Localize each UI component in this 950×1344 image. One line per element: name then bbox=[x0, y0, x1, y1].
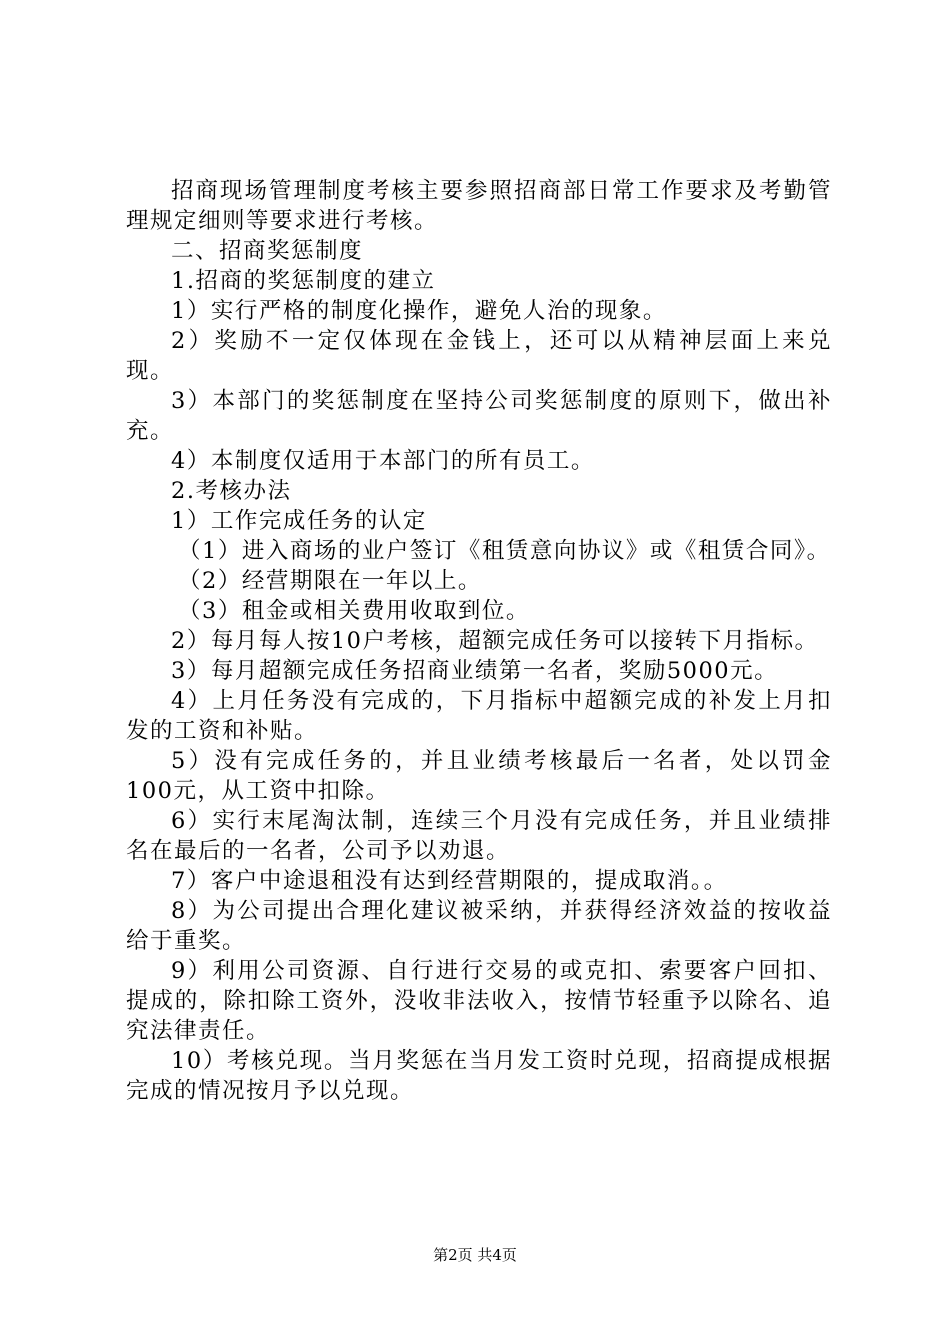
list-item: 4）本制度仅适用于本部门的所有员工。 bbox=[171, 448, 595, 474]
sub-list-item: （3）租金或相关费用收取到位。 bbox=[178, 598, 530, 624]
list-item: 5）没有完成任务的，并且业绩考核最后一名者，处以罚金100元，从工资中扣除。 bbox=[126, 748, 832, 804]
list-item: 7）客户中途退租没有达到经营期限的，提成取消。。 bbox=[171, 868, 728, 894]
list-item: 9）利用公司资源、自行进行交易的或克扣、索要客户回扣、提成的，除扣除工资外，没收非法收入，按情节轻重予以除名、追究法律责任。 bbox=[126, 958, 832, 1044]
subsection-heading-establishment: 1.招商的奖惩制度的建立 bbox=[171, 268, 436, 294]
list-item: 2）每月每人按10户考核，超额完成任务可以接转下月指标。 bbox=[171, 628, 819, 654]
list-item: 3）本部门的奖惩制度在坚持公司奖惩制度的原则下，做出补充。 bbox=[126, 388, 832, 444]
list-item: 6）实行末尾淘汰制，连续三个月没有完成任务，并且业绩排名在最后的一名者，公司予以劝退。 bbox=[126, 808, 832, 864]
list-item: 10）考核兑现。当月奖惩在当月发工资时兑现，招商提成根据完成的情况按月予以兑现。 bbox=[126, 1048, 832, 1104]
section-heading-rewards: 二、招商奖惩制度 bbox=[171, 238, 364, 264]
list-item: 1）工作完成任务的认定 bbox=[171, 508, 427, 534]
document-body bbox=[126, 176, 832, 1106]
list-item: 1）实行严格的制度化操作，避免人治的现象。 bbox=[171, 298, 667, 324]
page-number-footer: 第2页 共4页 bbox=[433, 1246, 517, 1264]
list-item: 8）为公司提出合理化建议被采纳，并获得经济效益的按收益给于重奖。 bbox=[126, 898, 832, 954]
sub-list-item: （1）进入商场的业户签订《租赁意向协议》或《租赁合同》。 bbox=[178, 538, 831, 564]
paragraph-intro: 招商现场管理制度考核主要参照招商部日常工作要求及考勤管理规定细则等要求进行考核。 bbox=[126, 178, 832, 234]
subsection-heading-assessment: 2.考核办法 bbox=[171, 478, 292, 504]
list-item: 4）上月任务没有完成的，下月指标中超额完成的补发上月扣发的工资和补贴。 bbox=[126, 688, 832, 744]
list-item: 3）每月超额完成任务招商业绩第一名者，奖励5000元。 bbox=[171, 658, 779, 684]
sub-list-item: （2）经营期限在一年以上。 bbox=[178, 568, 482, 594]
list-item: 2）奖励不一定仅体现在金钱上，还可以从精神层面上来兑现。 bbox=[126, 328, 832, 384]
